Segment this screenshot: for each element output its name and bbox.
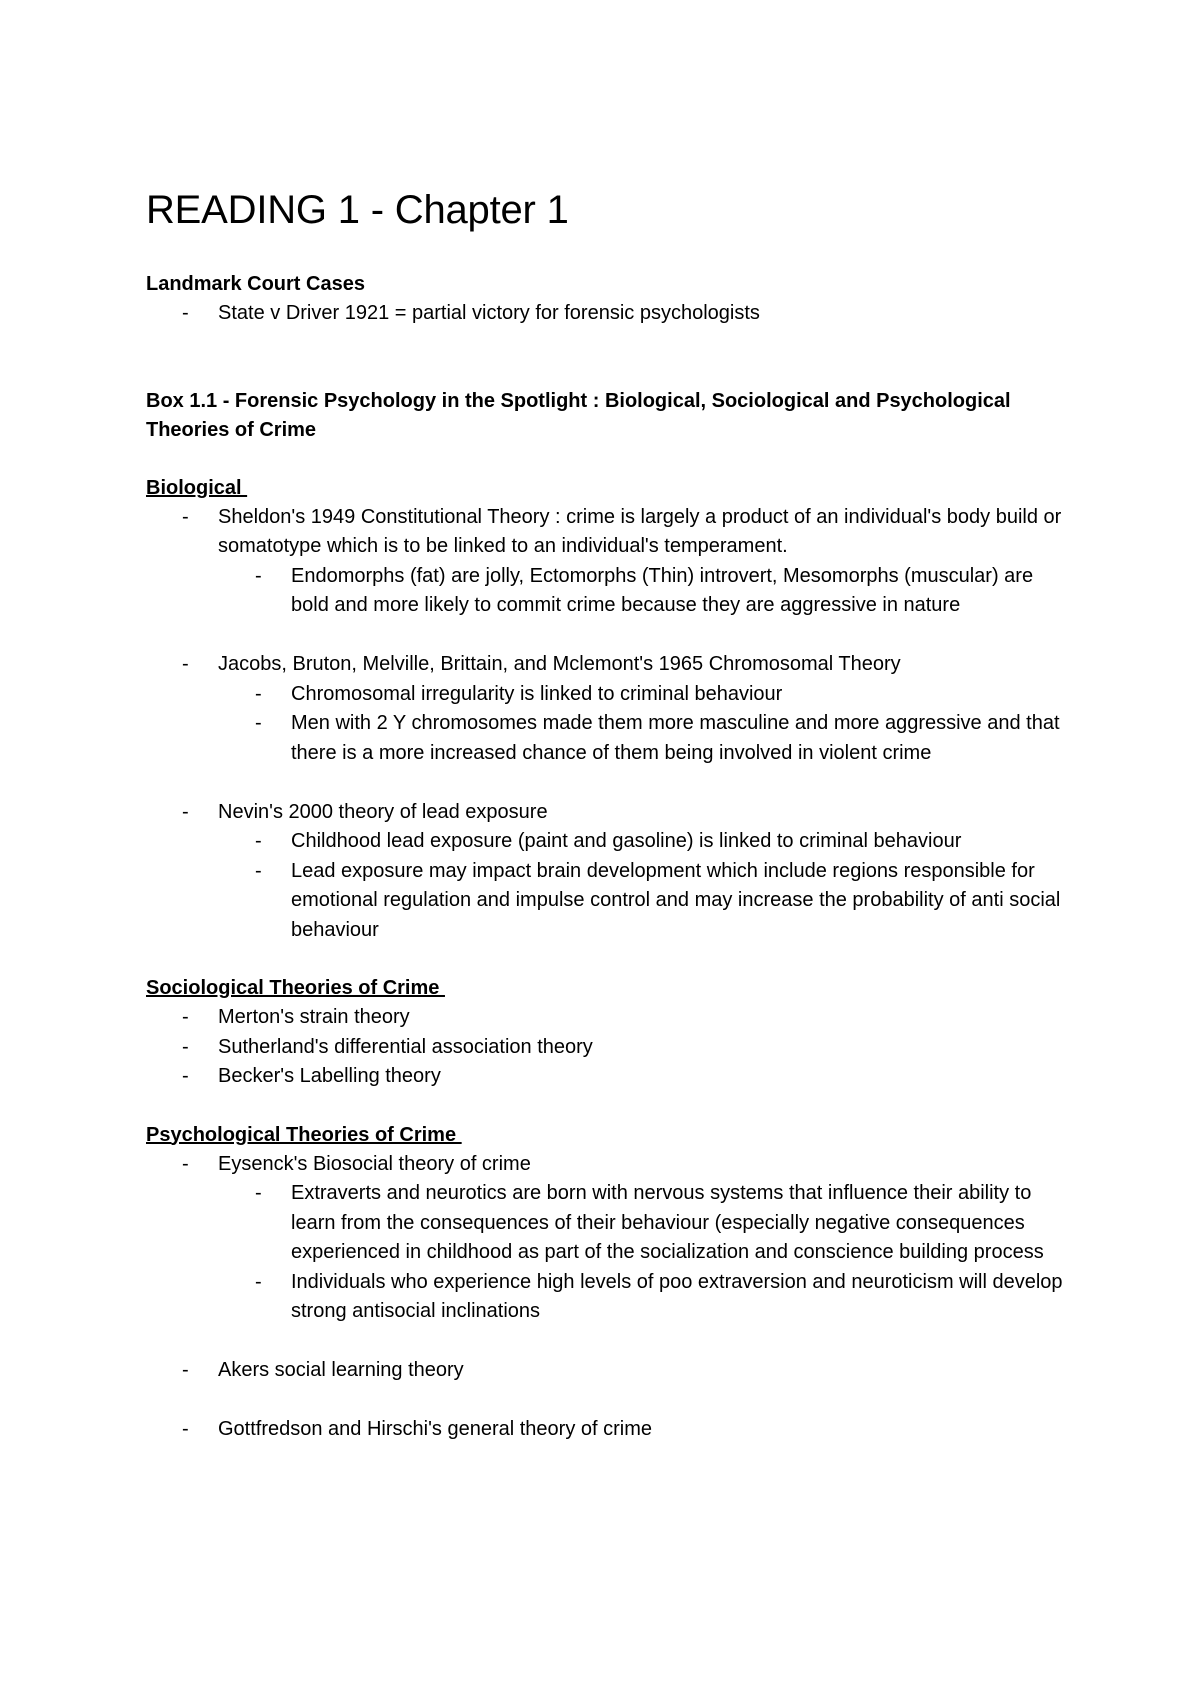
list-item-text: Akers social learning theory (218, 1359, 464, 1381)
sub-list-item-text: Extraverts and neurotics are born with nervous systems that influence their ability to learn from the consequences of their behaviour (especially negative consequences experienced in childhood as part of the socialization and conscience building process (291, 1182, 1044, 1263)
landmark-heading: Landmark Court Cases (146, 273, 365, 295)
sociological-heading: Sociological Theories of Crime (146, 977, 445, 999)
spacer (146, 329, 1066, 387)
list-item (146, 503, 1066, 621)
sub-list-item-text: Lead exposure may impact brain development which include regions responsible for emotional regulation and impulse control and may increase the probability of anti social behaviour (291, 859, 1061, 941)
list-item-text: Nevin's 2000 theory of lead exposure (218, 800, 548, 823)
page-title: READING 1 - Chapter 1 (146, 188, 569, 232)
dash-bullet: - (182, 1065, 189, 1087)
sub-list-item (218, 1179, 1066, 1268)
sub-list (218, 562, 1066, 621)
dash-bullet: - (255, 1182, 262, 1204)
list-item-text: Eysenck's Biosocial theory of crime (218, 1152, 531, 1175)
sub-list-item-text: Childhood lead exposure (paint and gasoline) is linked to criminal behaviour (291, 830, 962, 852)
dash-bullet: - (182, 505, 189, 528)
list-item-text: State v Driver 1921 = partial victory for forensic psychologists (218, 302, 760, 324)
dash-bullet: - (182, 1418, 189, 1440)
list-item (146, 1003, 1066, 1033)
sub-list-item-text: Individuals who experience high levels of poo extraversion and neuroticism will develop strong antisocial inclinations (291, 1270, 1063, 1322)
psychological-list (146, 1150, 1066, 1445)
sub-list-item (218, 857, 1066, 946)
dash-bullet: - (255, 1270, 262, 1293)
list-item-text: Becker's Labelling theory (218, 1065, 441, 1087)
list-item (146, 299, 1066, 329)
spacer (146, 945, 1066, 974)
sub-list-item (218, 709, 1066, 768)
sub-list-item-text: Chromosomal irregularity is linked to criminal behaviour (291, 682, 783, 705)
dash-bullet: - (182, 653, 189, 675)
box-heading: Box 1.1 - Forensic Psychology in the Spotlight : Biological, Sociological and Psychological Theories of Crime (146, 389, 1011, 441)
list-item (146, 1062, 1066, 1092)
spacer (146, 445, 1066, 474)
biological-heading: Biological (146, 476, 248, 499)
list-item-text: Sheldon's 1949 Constitutional Theory : crime is largely a product of an individual's body build or somatotype which is to be linked to an individual's temperament. (218, 505, 1062, 557)
dash-bullet: - (182, 302, 189, 324)
sub-list (218, 1179, 1066, 1327)
psychological-heading: Psychological Theories of Crime (146, 1123, 462, 1146)
dash-bullet: - (255, 564, 262, 587)
spacer (146, 1092, 1066, 1121)
sociological-list (146, 1003, 1066, 1092)
dash-bullet: - (255, 712, 262, 734)
list-item (146, 1415, 1066, 1445)
list-item-text: Gottfredson and Hirschi's general theory of crime (218, 1418, 653, 1440)
list-item (146, 1356, 1066, 1386)
list-item-text: Merton's strain theory (218, 1006, 410, 1028)
dash-bullet: - (182, 800, 189, 823)
sub-list-item (218, 1268, 1066, 1327)
list-item-text: Jacobs, Bruton, Melville, Brittain, and Mclemont's 1965 Chromosomal Theory (218, 653, 901, 675)
sub-list (218, 827, 1066, 945)
list-item (146, 1150, 1066, 1327)
sub-list-item (218, 680, 1066, 710)
dash-bullet: - (182, 1035, 189, 1058)
landmark-list (146, 299, 1066, 329)
list-item-text: Sutherland's differential association theory (218, 1035, 593, 1058)
dash-bullet: - (182, 1006, 189, 1028)
document-page (146, 180, 1066, 1445)
sub-list-item-text: Endomorphs (fat) are jolly, Ectomorphs (Thin) introvert, Mesomorphs (muscular) are bold and more likely to commit crime because they are aggressive in nature (291, 564, 1034, 616)
biological-list (146, 503, 1066, 946)
list-item (146, 798, 1066, 946)
sub-list-item (218, 827, 1066, 857)
list-item (146, 1033, 1066, 1063)
dash-bullet: - (255, 859, 262, 882)
dash-bullet: - (182, 1152, 189, 1175)
list-item (146, 650, 1066, 768)
sub-list-item (218, 562, 1066, 621)
dash-bullet: - (255, 682, 262, 705)
sub-list (218, 680, 1066, 769)
sub-list-item-text: Men with 2 Y chromosomes made them more masculine and more aggressive and that there is a more increased chance of them being involved in violent crime (291, 712, 1060, 764)
dash-bullet: - (255, 830, 262, 852)
dash-bullet: - (182, 1359, 189, 1381)
